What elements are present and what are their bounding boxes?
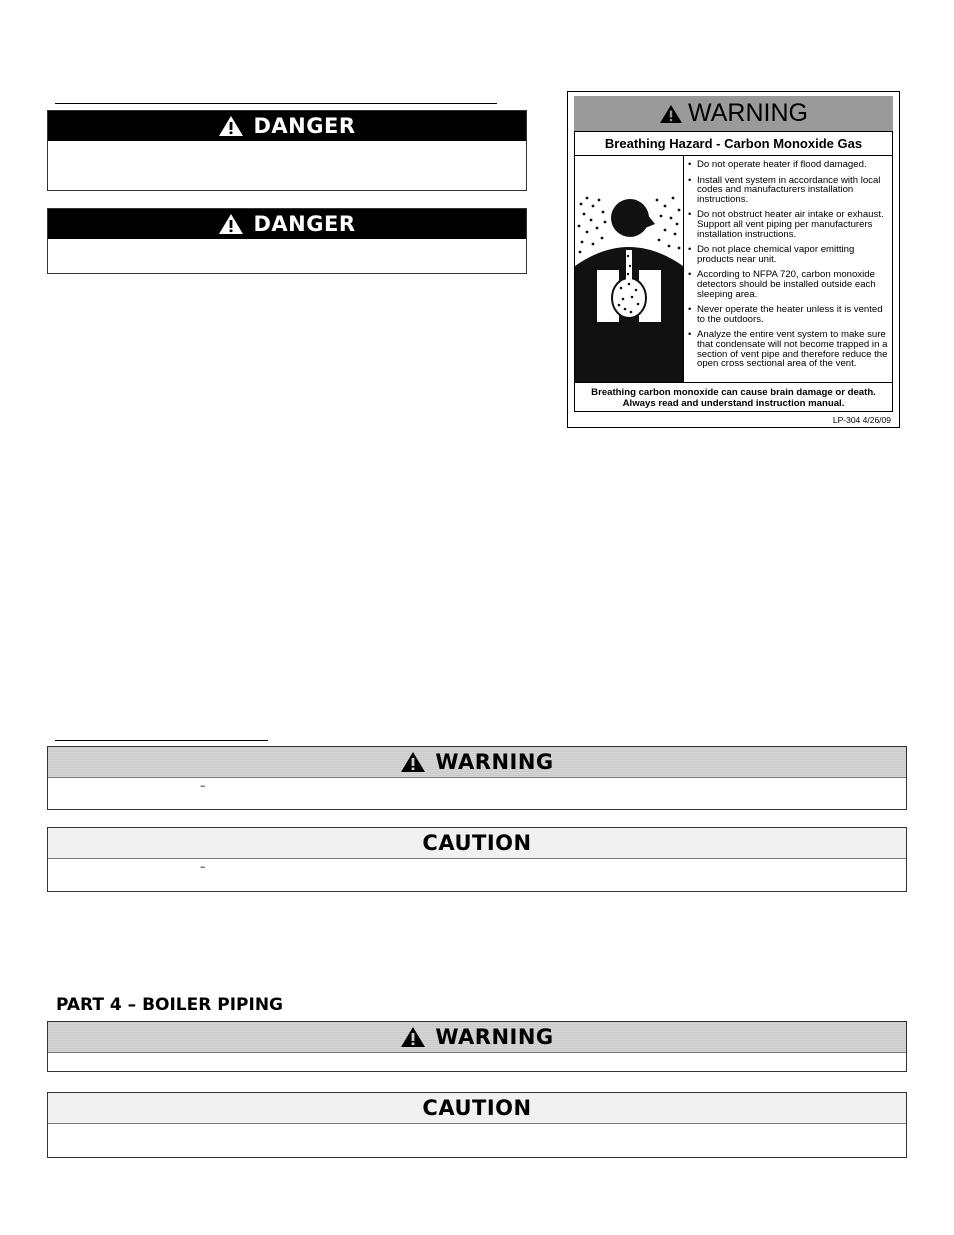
- caution-header-label-1: CAUTION: [422, 831, 532, 855]
- warning-header-2: [48, 1022, 906, 1053]
- label-footer-line-1: Breathing carbon monoxide can cause brain damage or death.: [591, 386, 876, 398]
- section-rule-middle: [55, 740, 268, 741]
- warning-body-dash-1: –: [200, 779, 206, 792]
- label-item: • Analyze the entire vent system to make sure that condensate will not become trapped in a section of vent pipe and therefore reduce the open cross sectional area of the vent.: [687, 330, 892, 368]
- warning-notice-1: [47, 746, 907, 810]
- caution-header-2: [48, 1093, 906, 1124]
- section-rule-top: [55, 103, 497, 104]
- label-subtitle: Breathing Hazard - Carbon Monoxide Gas: [575, 131, 892, 156]
- warning-triangle-icon: [400, 751, 426, 773]
- label-item: • Do not operate heater if flood damaged.: [687, 160, 892, 170]
- warning-header-1: [48, 747, 906, 778]
- warning-notice-2: [47, 1021, 907, 1072]
- label-code: LP-304 4/26/09: [832, 415, 891, 425]
- label-item: • According to NFPA 720, carbon monoxide detectors should be installed outside each sleeping area.: [687, 270, 892, 299]
- warning-triangle-icon: [218, 115, 244, 137]
- danger-header-label-2: DANGER: [253, 212, 356, 236]
- label-title: WARNING: [688, 99, 808, 127]
- label-footer: [575, 382, 892, 413]
- person-breathing-gas-pictogram: [575, 156, 684, 382]
- part-4-heading: PART 4 – BOILER PIPING: [56, 995, 284, 1015]
- danger-header-2: [48, 209, 526, 239]
- label-footer-line-2: Always read and understand instruction manual.: [622, 398, 845, 409]
- carbon-monoxide-warning-label: [567, 91, 900, 428]
- warning-header-label-1: WARNING: [435, 750, 554, 774]
- caution-notice-1: [47, 827, 907, 892]
- danger-notice-2: [47, 208, 527, 274]
- warning-header-label-2: WARNING: [435, 1025, 554, 1049]
- label-item: • Install vent system in accordance with local codes and manufacturers installation instructions.: [687, 176, 892, 205]
- warning-triangle-icon: [218, 213, 244, 235]
- caution-header-1: [48, 828, 906, 859]
- warning-triangle-icon: [400, 1026, 426, 1048]
- label-item: • Do not obstruct heater air intake or exhaust. Support all vent piping per manufacturers installation instructions.: [687, 210, 892, 239]
- caution-header-label-2: CAUTION: [422, 1096, 532, 1120]
- label-item: • Do not place chemical vapor emitting products near unit.: [687, 245, 892, 264]
- label-item: • Never operate the heater unless it is vented to the outdoors.: [687, 305, 892, 324]
- person-inhaling-gas-icon: [575, 156, 683, 382]
- danger-header-label-1: DANGER: [253, 114, 356, 138]
- warning-triangle-icon: [659, 104, 683, 124]
- danger-notice-1: [47, 110, 527, 191]
- caution-body-dash-1: –: [200, 860, 206, 873]
- label-title-bar: [574, 96, 893, 132]
- label-safety-list: [687, 160, 892, 375]
- danger-header-1: [48, 111, 526, 141]
- caution-notice-2: [47, 1092, 907, 1158]
- label-body: [574, 131, 893, 412]
